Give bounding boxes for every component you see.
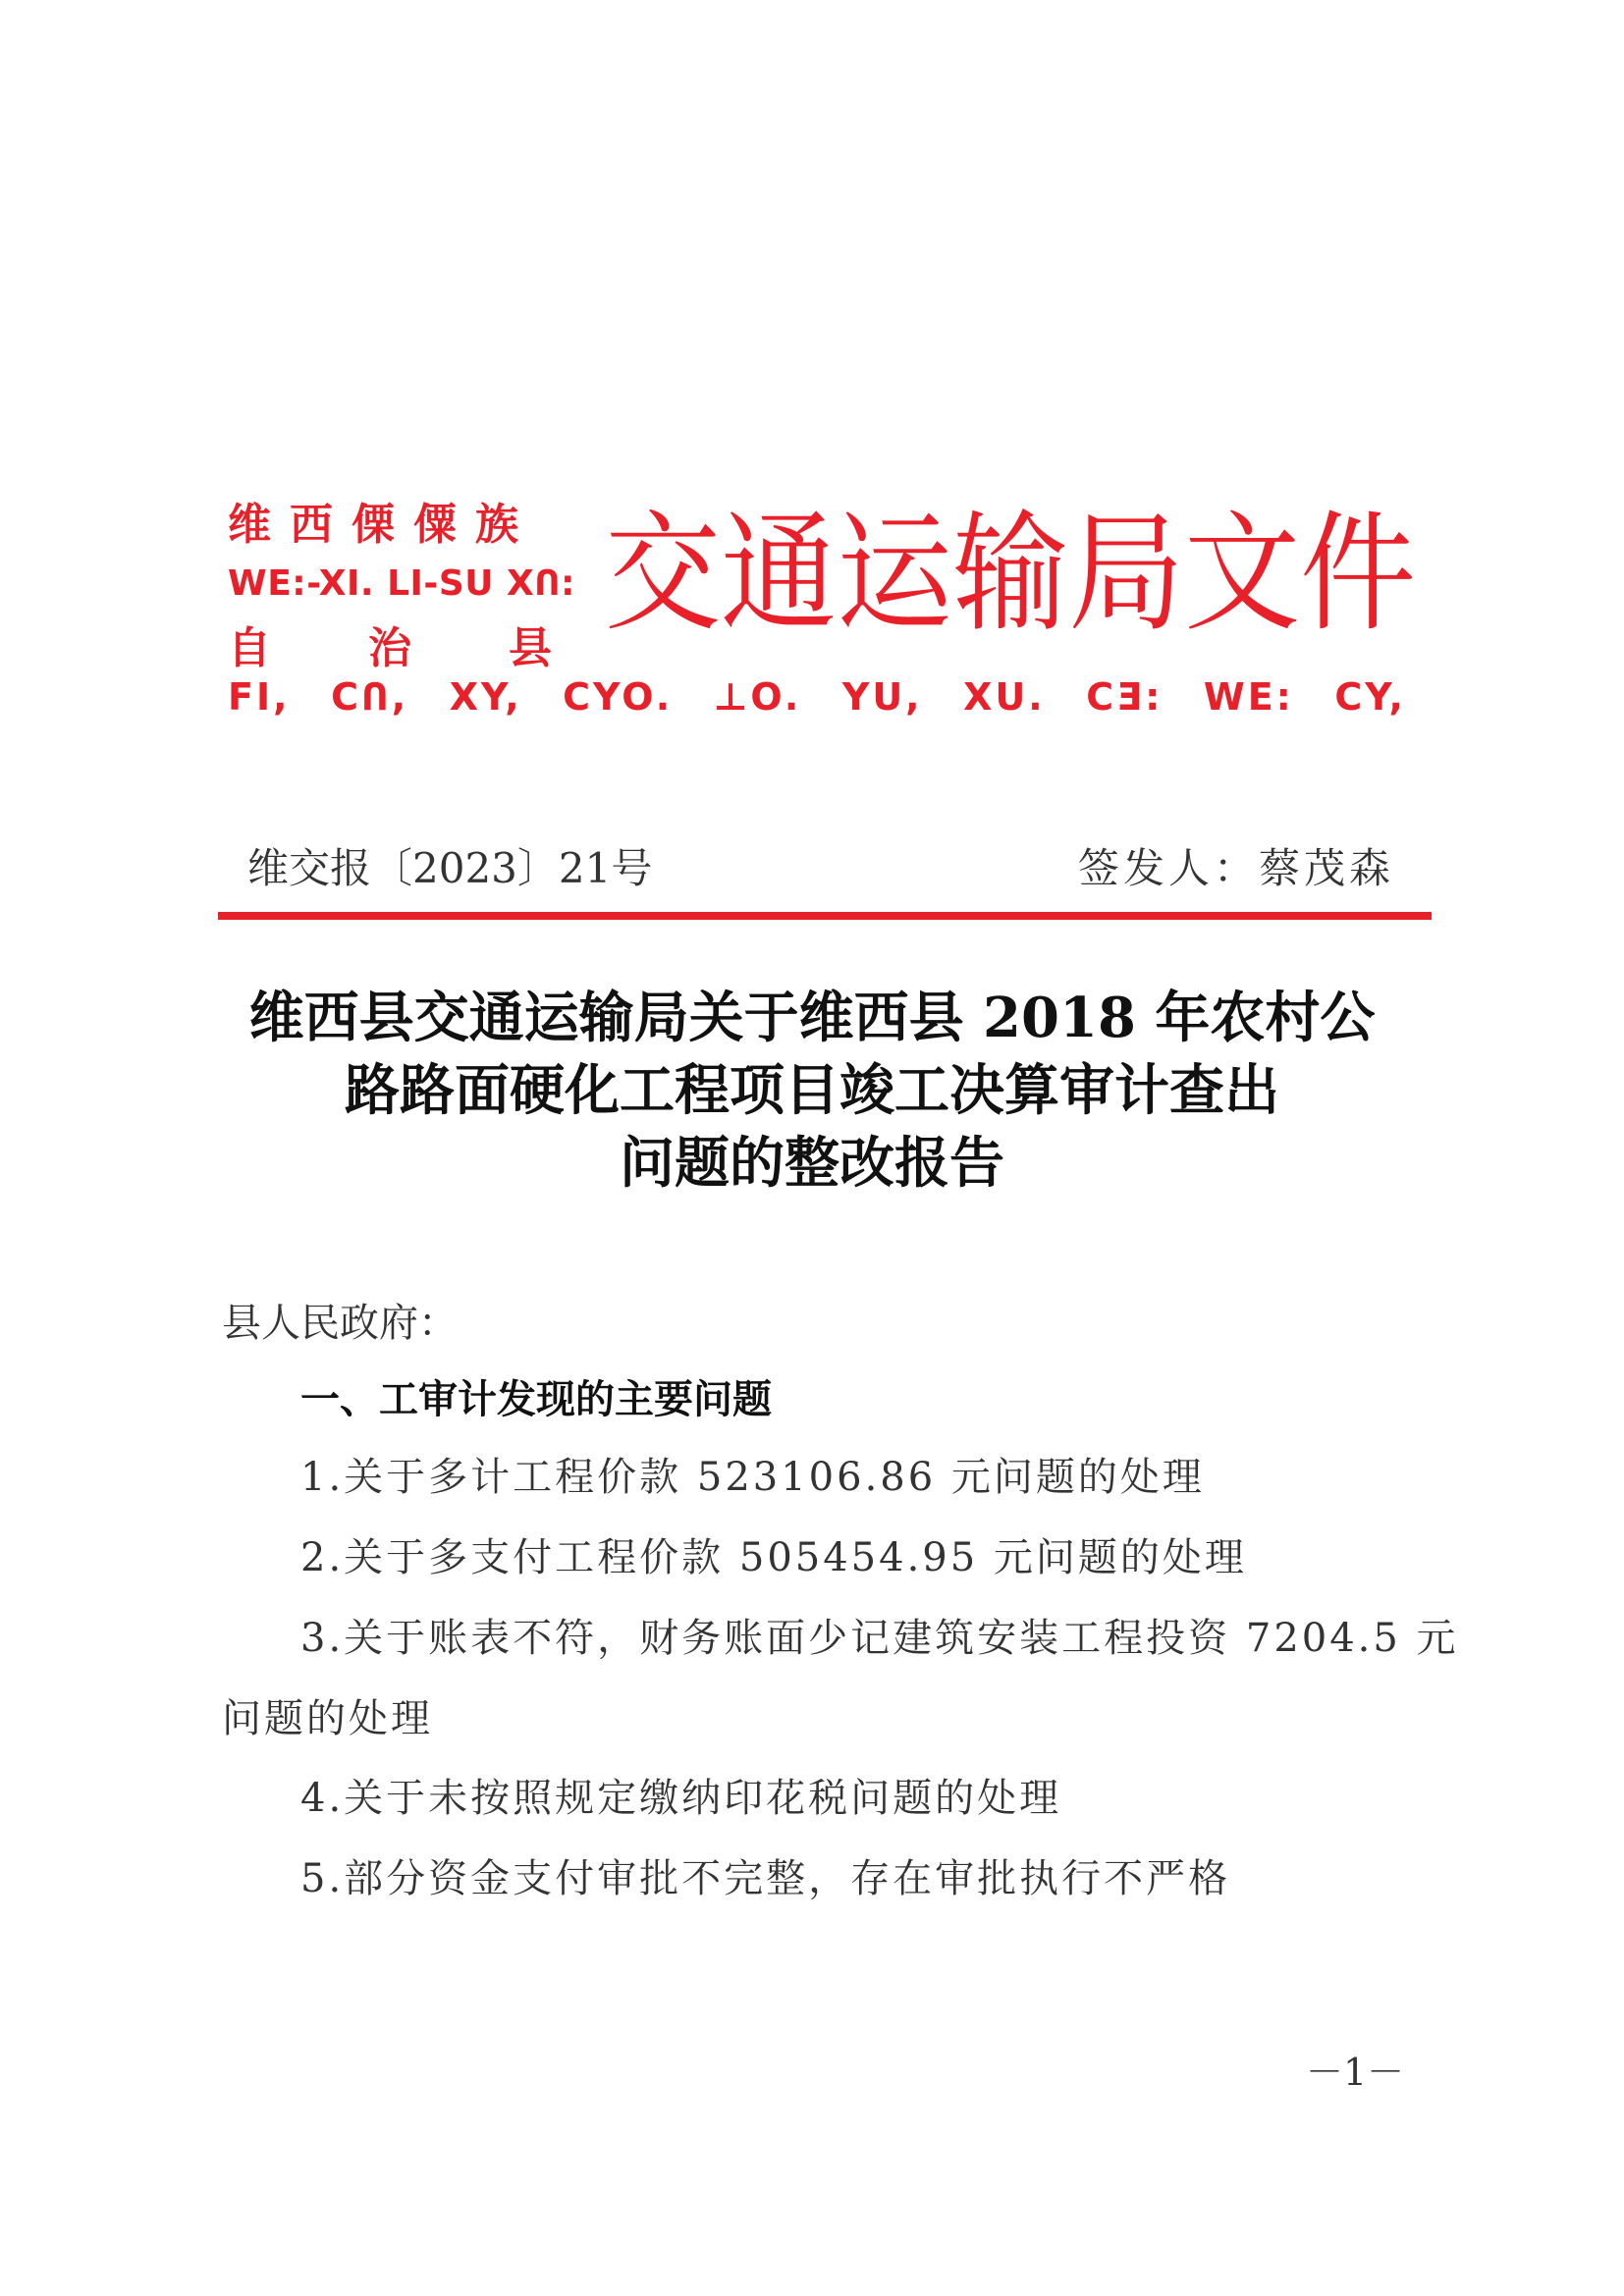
letterhead-lisu-word: CY, — [1334, 675, 1406, 719]
letterhead-lisu-word: XY, — [449, 675, 522, 719]
list-item: 3.关于账表不符，财务账面少记建筑安装工程投资 7204.5 元 — [300, 1616, 1459, 1661]
letterhead-char: 治 — [368, 623, 411, 673]
letterhead-title-char: 运 — [837, 497, 953, 650]
list-item: 2.关于多支付工程价款 505454.95 元问题的处理 — [300, 1535, 1247, 1580]
letterhead-char: 自 — [228, 623, 271, 673]
title-line: 路路面硬化工程项目竣工决算审计查出 — [345, 1058, 1279, 1123]
letterhead-lisu-transliteration — [228, 675, 1406, 719]
list-item: 5.部分资金支付审批不完整，存在审批执行不严格 — [300, 1856, 1231, 1901]
letterhead-lisu-line: WE:-XI. LI-SU XՈ: — [228, 563, 575, 604]
letterhead-char: 傈 — [352, 500, 413, 550]
letterhead-lisu-word: CƎ: — [1086, 675, 1164, 719]
title-line: 维西县交通运输局关于维西县 2018 年农村公 — [248, 986, 1376, 1050]
letterhead-lisu-word: YU, — [841, 675, 923, 719]
letterhead-char: 僳 — [413, 500, 475, 550]
letterhead-char: 西 — [290, 500, 352, 550]
letterhead-char: 维 — [228, 500, 290, 550]
letterhead-lisu-word: CYO. — [563, 675, 674, 719]
list-item: 1.关于多计工程价款 523106.86 元问题的处理 — [300, 1455, 1205, 1500]
letterhead-lisu-word: CՈ, — [331, 675, 409, 719]
list-item-continuation: 问题的处理 — [222, 1696, 433, 1741]
letterhead-char: 县 — [509, 623, 552, 673]
letterhead-title-char: 件 — [1300, 497, 1417, 650]
letterhead-autonomous-county-line — [228, 613, 552, 675]
letterhead-title-char: 交 — [605, 497, 722, 650]
list-item: 4.关于未按照规定缴纳印花税问题的处理 — [300, 1776, 1062, 1821]
letterhead-title — [605, 491, 1417, 656]
signer: 签发人：蔡茂森 — [1077, 844, 1394, 892]
document-title — [196, 982, 1428, 1200]
letterhead-lisu-word: XU. — [963, 675, 1046, 719]
letterhead-lisu-word: ⊥O. — [713, 675, 802, 719]
letterhead-title-char: 输 — [952, 497, 1069, 650]
letterhead-title-char: 局 — [1068, 497, 1185, 650]
letterhead-title-char: 文 — [1184, 497, 1301, 650]
letterhead-char: 族 — [475, 500, 537, 550]
letterhead-lisu-word: WE: — [1203, 675, 1294, 719]
title-line: 问题的整改报告 — [620, 1131, 1004, 1196]
document-number: 维交报〔2023〕21号 — [247, 844, 653, 892]
letterhead-county-name-line — [228, 489, 537, 552]
salutation: 县人民政府： — [222, 1301, 458, 1346]
section-heading: 一、工审计发现的主要问题 — [300, 1377, 772, 1422]
letterhead-lisu-word: FI, — [228, 675, 291, 719]
red-divider-line — [218, 912, 1432, 920]
letterhead-title-char: 通 — [721, 497, 838, 650]
page-number: －1－ — [1306, 2051, 1405, 2094]
